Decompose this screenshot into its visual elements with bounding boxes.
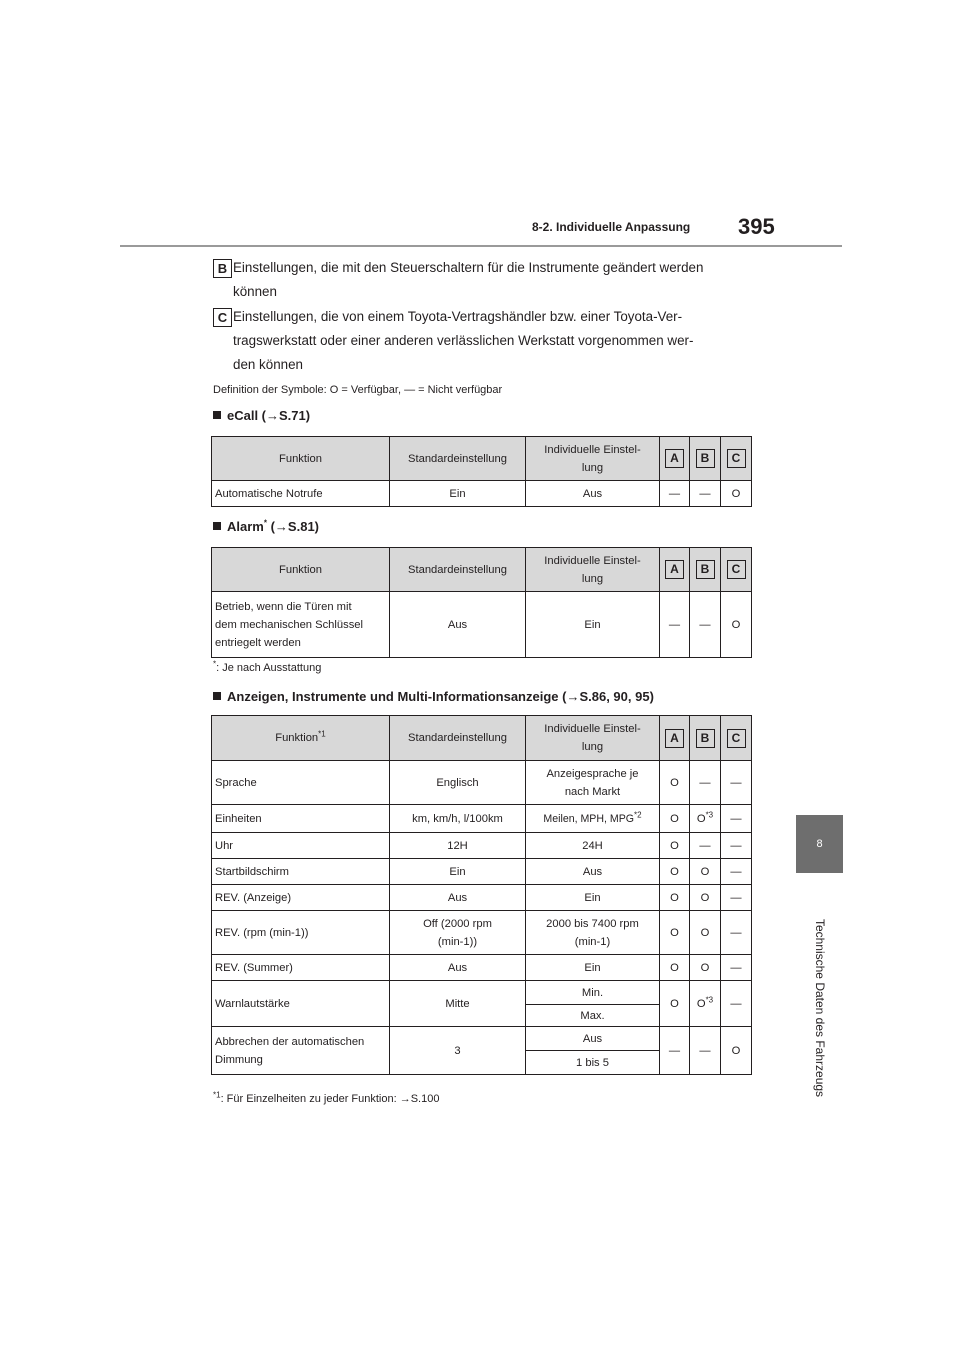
cell-b: — — [690, 592, 721, 658]
a-letter-badge: A — [665, 449, 684, 468]
cell-funktion: Uhr — [212, 833, 390, 859]
header-individual: Individuelle Einstel- lung — [526, 716, 660, 761]
cell-individual: Ein — [526, 885, 660, 911]
cell-individual: 1 bis 5 — [526, 1051, 660, 1075]
table-row — [212, 1027, 752, 1051]
header-standard: Standardeinstellung — [390, 548, 526, 592]
header-a: A — [660, 548, 690, 592]
cell-standard: Englisch — [390, 761, 526, 805]
header-divider — [120, 245, 842, 247]
table-header-row — [212, 548, 752, 592]
cell-c: — — [721, 761, 752, 805]
cell-c: — — [721, 833, 752, 859]
cell-c: — — [721, 911, 752, 955]
symbol-definition: Definition der Symbole: O = Verfügbar, — = Nicht verfügbar — [213, 384, 503, 396]
cell-funktion: REV. (rpm (min-1)) — [212, 911, 390, 955]
display-heading-text: Anzeigen, Instrumente und Multi-Informationsanzeige (→S.86, 90, 95) — [227, 689, 654, 704]
cell-individual: Ein — [526, 592, 660, 658]
display-footnote: $^{*1}$: Für Einzelheiten zu jeder Funktion: →S.100 — [213, 1090, 440, 1105]
cell-c: — — [721, 981, 752, 1027]
alarm-heading: Alarm* (→S.81) — [213, 519, 319, 534]
cell-a: O — [660, 885, 690, 911]
cell-a: — — [660, 481, 690, 507]
cell-individual: Meilen, MPH, MPG$^{*2}$ — [526, 805, 660, 833]
header-c: C — [721, 716, 752, 761]
cell-standard: Aus — [390, 955, 526, 981]
header-c: C — [721, 548, 752, 592]
legend-c-line1: Einstellungen, die von einem Toyota-Vertragshändler bzw. einer Toyota-Ver- — [233, 309, 683, 324]
display-heading — [213, 689, 654, 704]
table-row — [212, 805, 752, 833]
alarm-footnote: *: Je nach Ausstattung — [213, 659, 322, 674]
cell-standard: Aus — [390, 592, 526, 658]
cell-a: — — [660, 1027, 690, 1075]
table-row — [212, 981, 752, 1005]
table-row — [212, 859, 752, 885]
cell-c: — — [721, 955, 752, 981]
cell-b: O — [690, 911, 721, 955]
cell-c: — — [721, 859, 752, 885]
cell-standard: Ein — [390, 481, 526, 507]
header-c — [721, 437, 752, 481]
cell-b: O — [690, 885, 721, 911]
b-letter-badge: B — [213, 259, 232, 278]
cell-b: $O^{*3}$ — [690, 805, 721, 833]
cell-standard: 12H — [390, 833, 526, 859]
header-standard: Standardeinstellung — [390, 716, 526, 761]
header-individual: Individuelle Einstel- lung — [526, 548, 660, 592]
cell-standard: Ein — [390, 859, 526, 885]
page-number: 395 — [738, 214, 775, 239]
header-a: A — [660, 716, 690, 761]
display-table — [211, 715, 752, 1075]
legend-b-line1: Einstellungen, die mit den Steuerschaltern für die Instrumente geändert werden — [233, 260, 704, 275]
cell-individual: Ein — [526, 955, 660, 981]
header-standard: Standardeinstellung — [390, 437, 526, 481]
header-a — [660, 437, 690, 481]
table-row — [212, 911, 752, 955]
legend-b — [213, 256, 703, 304]
table-row — [212, 955, 752, 981]
alarm-table — [211, 547, 752, 658]
c-letter-badge: C — [213, 308, 232, 327]
cell-standard: Off (2000 rpm (min-1)) — [390, 911, 526, 955]
cell-individual: Aus — [526, 859, 660, 885]
header-funktion: Funktion — [212, 548, 390, 592]
cell-individual: Anzeigesprache je nach Markt — [526, 761, 660, 805]
cell-individual: 24H — [526, 833, 660, 859]
bullet-square-icon — [213, 692, 221, 700]
cell-individual: Aus — [526, 1027, 660, 1051]
cell-b: O — [690, 955, 721, 981]
b-letter-badge: B — [696, 449, 715, 468]
table-header-row — [212, 437, 752, 481]
cell-b: O — [690, 859, 721, 885]
cell-individual: Min. — [526, 981, 660, 1005]
cell-individual: Aus — [526, 481, 660, 507]
cell-funktion: Sprache — [212, 761, 390, 805]
cell-a: O — [660, 955, 690, 981]
ecall-heading — [213, 408, 310, 423]
cell-b: — — [690, 761, 721, 805]
cell-individual: Max. — [526, 1005, 660, 1027]
legend-c-line2: tragswerkstatt oder einer anderen verlässlichen Werkstatt vorgenommen wer- — [233, 333, 694, 348]
cell-standard: 3 — [390, 1027, 526, 1075]
cell-a: O — [660, 833, 690, 859]
header-b: B — [690, 716, 721, 761]
cell-standard: Mitte — [390, 981, 526, 1027]
cell-funktion: Automatische Notrufe — [212, 481, 390, 507]
chapter-tab[interactable]: 8 — [796, 815, 843, 873]
cell-funktion: Betrieb, wenn die Türen mit dem mechanischen Schlüssel entriegelt werden — [212, 592, 390, 658]
header-b: B — [690, 548, 721, 592]
table-row — [212, 592, 752, 658]
table-header-row — [212, 716, 752, 761]
section-title: 8-2. Individuelle Anpassung — [532, 220, 691, 234]
cell-b: — — [690, 833, 721, 859]
cell-c: O — [721, 481, 752, 507]
header-b — [690, 437, 721, 481]
bullet-square-icon — [213, 411, 221, 419]
header-individual: Individuelle Einstel- lung — [526, 437, 660, 481]
ecall-heading-text: eCall (→S.71) — [227, 408, 311, 423]
legend-c-line3: den können — [233, 357, 303, 372]
cell-individual: 2000 bis 7400 rpm (min-1) — [526, 911, 660, 955]
cell-a: O — [660, 981, 690, 1027]
cell-standard: Aus — [390, 885, 526, 911]
cell-b: — — [690, 1027, 721, 1075]
cell-a: O — [660, 805, 690, 833]
table-row — [212, 885, 752, 911]
cell-a: — — [660, 592, 690, 658]
header-funktion: Funktion$^{*1}$ — [212, 716, 390, 761]
chapter-title-text: Technische Daten des Fahrzeugs — [813, 918, 827, 1098]
cell-c: O — [721, 1027, 752, 1075]
cell-c: — — [721, 805, 752, 833]
cell-a: O — [660, 859, 690, 885]
cell-funktion: Einheiten — [212, 805, 390, 833]
cell-funktion: Startbildschirm — [212, 859, 390, 885]
cell-c: O — [721, 592, 752, 658]
chapter-title-vertical — [770, 918, 870, 1098]
cell-a: O — [660, 761, 690, 805]
cell-c: — — [721, 885, 752, 911]
table-row — [212, 761, 752, 805]
table-row — [212, 481, 752, 507]
cell-funktion: REV. (Summer) — [212, 955, 390, 981]
cell-funktion: Abbrechen der automatischen Dimmung — [212, 1027, 390, 1075]
c-letter-badge: C — [727, 449, 746, 468]
bullet-square-icon — [213, 522, 221, 530]
cell-b: — — [690, 481, 721, 507]
cell-b: $O^{*3}$ — [690, 981, 721, 1027]
cell-a: O — [660, 911, 690, 955]
legend-b-line2: können — [233, 284, 277, 299]
ecall-table — [211, 436, 752, 507]
cell-funktion: REV. (Anzeige) — [212, 885, 390, 911]
header-funktion: Funktion — [212, 437, 390, 481]
legend-c — [213, 305, 693, 377]
cell-standard: km, km/h, l/100km — [390, 805, 526, 833]
table-row — [212, 833, 752, 859]
cell-funktion: Warnlautstärke — [212, 981, 390, 1027]
